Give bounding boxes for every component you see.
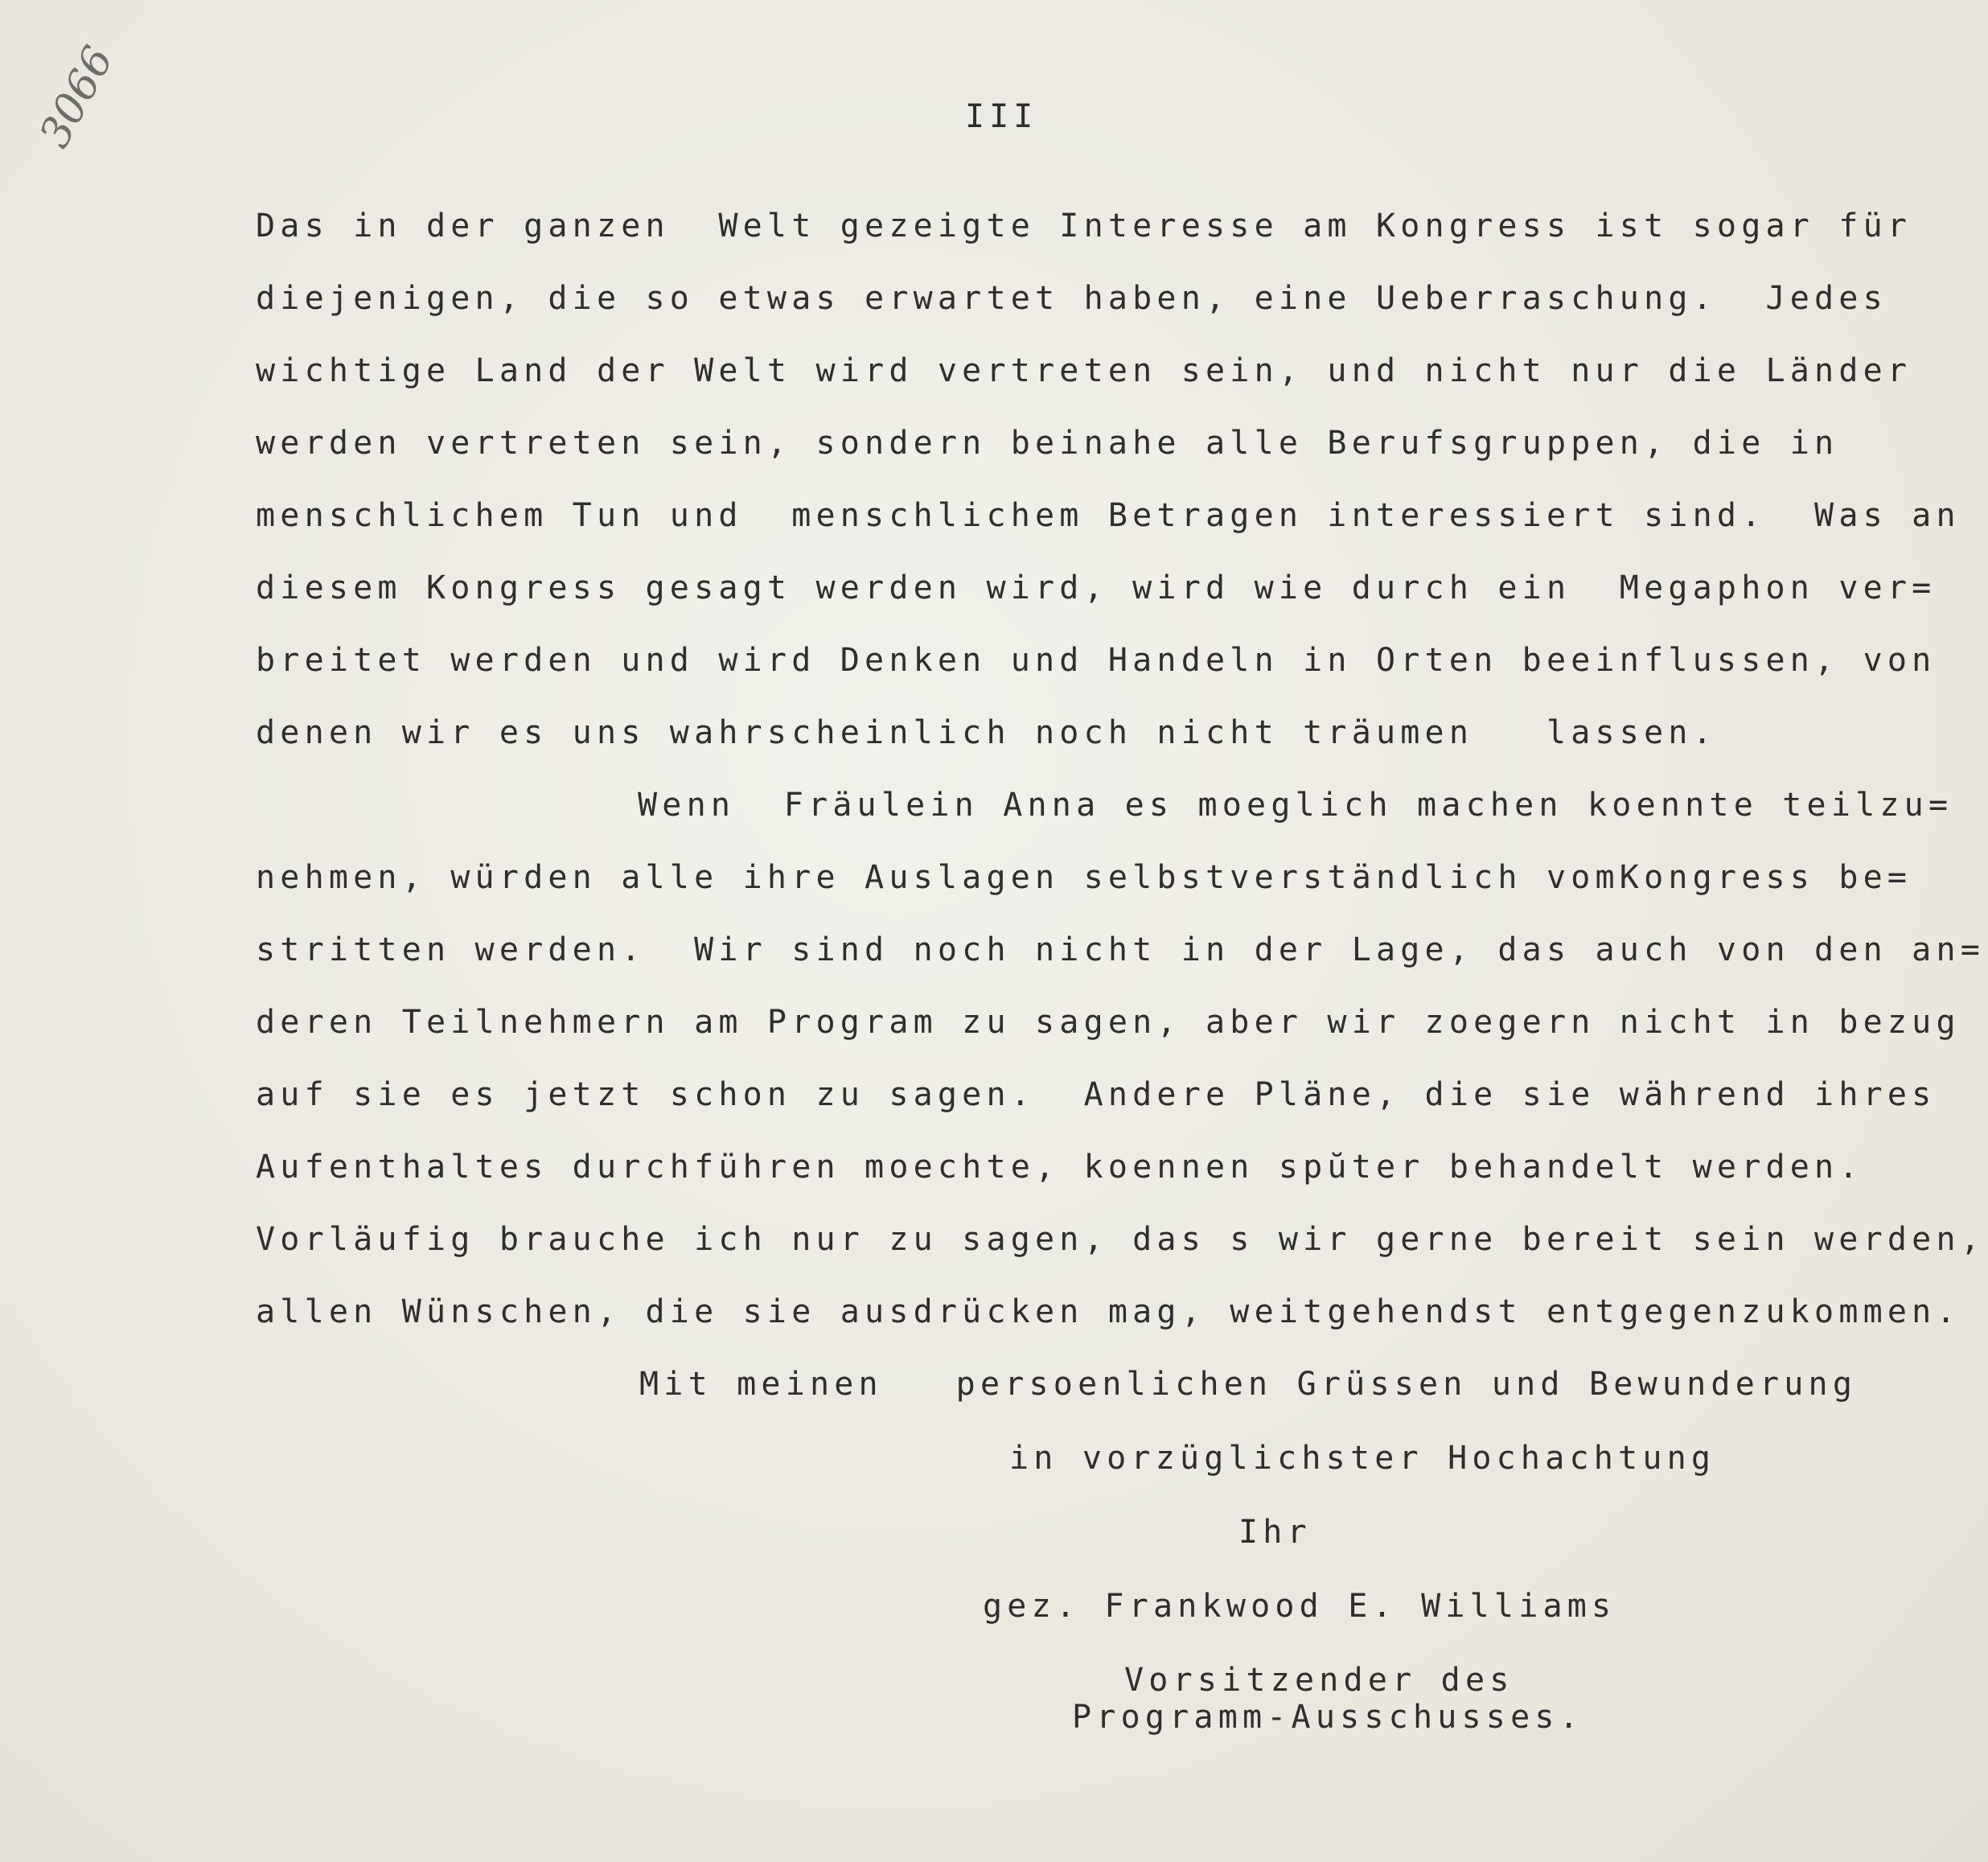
closing-pronoun: Ihr <box>1238 1514 1312 1551</box>
paragraph-2-line: Aufenthaltes durchführen moechte, koennen spŭter behandelt werden. <box>256 1149 1863 1186</box>
paragraph-2-line: nehmen, würden alle ihre Auslagen selbstverständlich vomKongress be= <box>256 859 1912 896</box>
paragraph-1-line: diesem Kongress gesagt werden wird, wird wie durch ein Megaphon ver= <box>256 569 1937 606</box>
signatory-title-line-2: Programm-Ausschusses. <box>1072 1699 1583 1736</box>
paragraph-2-line: deren Teilnehmern am Program zu sagen, aber wir zoegern nicht in bezug <box>256 1004 1961 1041</box>
paragraph-1-line: Das in der ganzen Welt gezeigte Interesse am Kongress ist sogar für <box>256 208 1912 245</box>
paragraph-1-line: denen wir es uns wahrscheinlich noch nicht träumen lassen. <box>256 714 1717 751</box>
closing-greeting: Mit meinen persoenlichen Grüssen und Bewunderung <box>639 1366 1858 1403</box>
paragraph-1-line: diejenigen, die so etwas erwartet haben, eine Ueberraschung. Jedes <box>256 280 1887 317</box>
paragraph-2-line: auf sie es jetzt schon zu sagen. Andere Pläne, die sie während ihres <box>256 1076 1937 1113</box>
paragraph-1-line: menschlichem Tun und menschlichem Betragen interessiert sind. Was an <box>256 497 1961 534</box>
handwritten-archive-number: 3066 <box>31 39 124 156</box>
paragraph-2-line: Vorläufig brauche ich nur zu sagen, das s wir gerne bereit sein werden, <box>256 1221 1986 1258</box>
paragraph-1-line: breitet werden und wird Denken und Handeln in Orten beeinflussen, von <box>256 642 1937 679</box>
paragraph-2-line: Wenn Fräulein Anna es moeglich machen koennte teilzu= <box>638 787 1953 824</box>
closing-formula: in vorzüglichster Hochachtung <box>1009 1440 1716 1477</box>
paragraph-2-line: allen Wünschen, die sie ausdrücken mag, weitgehendst entgegenzukommen. <box>256 1293 1961 1330</box>
paragraph-2-line: stritten werden. Wir sind noch nicht in der Lage, das auch von den an= <box>256 931 1986 968</box>
signature: gez. Frankwood E. Williams <box>983 1588 1616 1625</box>
paragraph-1-line: werden vertreten sein, sondern beinahe alle Berufsgruppen, die in <box>256 425 1839 462</box>
signatory-title-line-1: Vorsitzender des <box>1124 1662 1514 1699</box>
page-number: III <box>965 98 1038 135</box>
paragraph-1-line: wichtige Land der Welt wird vertreten sein, und nicht nur die Länder <box>256 352 1912 389</box>
